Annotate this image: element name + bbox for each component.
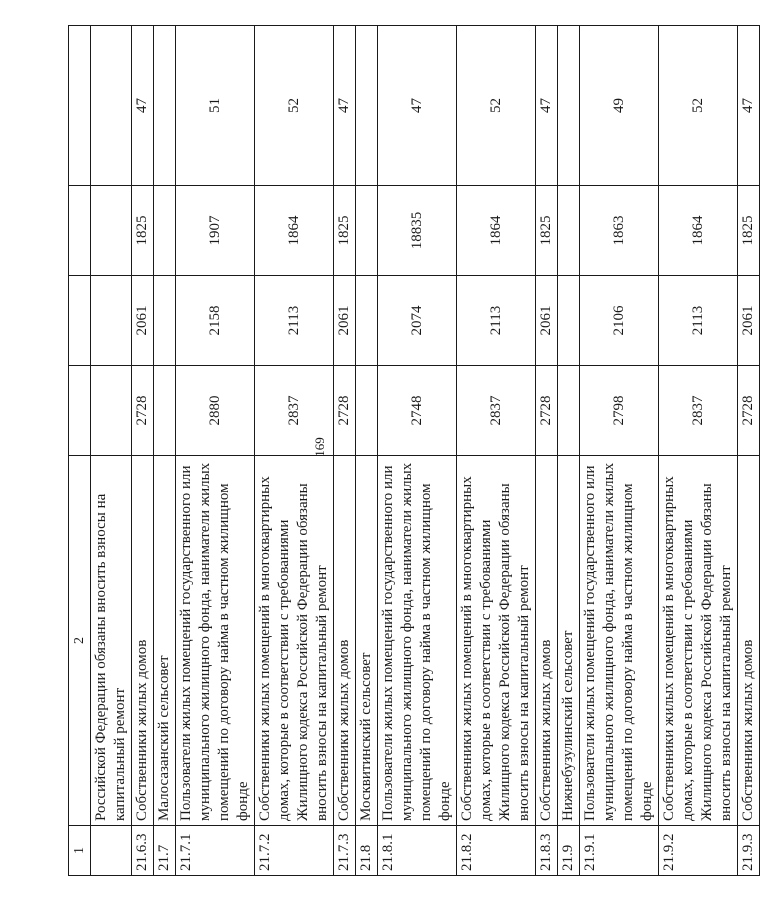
row-category: Пользователи жилых помещений государственного или муниципального жилищного фонда, наниматели жилых помещений по договору найма в частном жилищном фонде	[176, 456, 255, 826]
rotated-table-frame	[68, 26, 756, 876]
row-category: Собственники жилых помещений в многоквартирных домах, которые в соответствии с требованиями Жилищного кодекса Российской Федерации обязаны вносить взносы на капитальный ремонт	[255, 456, 334, 826]
value-cell: 47	[738, 26, 760, 186]
value-cell: 2748	[378, 366, 457, 456]
value-cell	[91, 276, 132, 366]
value-cell: 2113	[255, 276, 334, 366]
value-cell: 2106	[580, 276, 659, 366]
table-row	[176, 26, 255, 876]
value-cell: 47	[334, 26, 356, 186]
value-cell: 2837	[255, 366, 334, 456]
row-category: Собственники жилых домов	[132, 456, 154, 826]
table-row	[154, 26, 176, 876]
value-cell: 18835	[378, 186, 457, 276]
row-code: 21.7.2	[255, 826, 334, 876]
value-cell: 49	[580, 26, 659, 186]
value-cell: 2837	[457, 366, 536, 456]
value-cell: 2728	[536, 366, 558, 456]
row-code	[91, 826, 132, 876]
value-cell: 1864	[457, 186, 536, 276]
value-cell: 47	[378, 26, 457, 186]
row-category: Собственники жилых помещений в многоквартирных домах, которые в соответствии с требованиями Жилищного кодекса Российской Федерации обязаны вносить взносы на капитальный ремонт	[659, 456, 738, 826]
table-row	[457, 26, 536, 876]
value-cell: 51	[176, 26, 255, 186]
column-number: 2	[69, 456, 91, 826]
value-cell	[91, 366, 132, 456]
row-code: 21.7	[154, 826, 176, 876]
table-row	[558, 26, 580, 876]
row-code: 21.8	[356, 826, 378, 876]
value-cell	[356, 26, 378, 186]
value-cell: 47	[132, 26, 154, 186]
value-cell	[558, 366, 580, 456]
column-number	[69, 366, 91, 456]
value-cell: 2158	[176, 276, 255, 366]
value-cell	[91, 26, 132, 186]
row-code: 21.7.1	[176, 826, 255, 876]
table-row	[91, 26, 132, 876]
row-category: Собственники жилых домов	[334, 456, 356, 826]
column-number	[69, 276, 91, 366]
table-row	[738, 26, 760, 876]
table-row	[132, 26, 154, 876]
row-category: Собственники жилых домов	[536, 456, 558, 826]
table-row	[356, 26, 378, 876]
row-category: Собственники жилых помещений в многоквартирных домах, которые в соответствии с требованиями Жилищного кодекса Российской Федерации обязаны вносить взносы на капитальный ремонт	[457, 456, 536, 826]
value-cell: 52	[659, 26, 738, 186]
value-cell: 2880	[176, 366, 255, 456]
column-number: 1	[69, 826, 91, 876]
value-cell	[356, 366, 378, 456]
value-cell	[558, 26, 580, 186]
page-number: 169	[312, 437, 327, 457]
row-category: Собственники жилых домов	[738, 456, 760, 826]
value-cell: 1907	[176, 186, 255, 276]
value-cell: 2061	[334, 276, 356, 366]
column-number	[69, 26, 91, 186]
table-row	[659, 26, 738, 876]
value-cell: 2728	[132, 366, 154, 456]
row-category: Пользователи жилых помещений государственного или муниципального жилищного фонда, наниматели жилых помещений по договору найма в частном жилищном фонде	[580, 456, 659, 826]
table-row	[334, 26, 356, 876]
value-cell	[558, 186, 580, 276]
column-number	[69, 186, 91, 276]
value-cell: 2728	[738, 366, 760, 456]
value-cell: 2728	[334, 366, 356, 456]
value-cell: 52	[255, 26, 334, 186]
value-cell	[154, 276, 176, 366]
value-cell: 1825	[334, 186, 356, 276]
row-category: Пользователи жилых помещений государственного или муниципального жилищного фонда, наниматели жилых помещений по договору найма в частном жилищном фонде	[378, 456, 457, 826]
row-code: 21.8.1	[378, 826, 457, 876]
row-code: 21.9.1	[580, 826, 659, 876]
value-cell: 52	[457, 26, 536, 186]
value-cell: 1825	[536, 186, 558, 276]
row-code: 21.6.3	[132, 826, 154, 876]
row-code: 21.7.3	[334, 826, 356, 876]
tariff-table	[68, 25, 760, 876]
value-cell	[558, 276, 580, 366]
row-category: Малосазанский сельсовет	[154, 456, 176, 826]
value-cell	[91, 186, 132, 276]
row-category: Российской Федерации обязаны вносить взносы на капитальный ремонт	[91, 456, 132, 826]
value-cell: 1863	[580, 186, 659, 276]
value-cell	[154, 26, 176, 186]
value-cell: 1825	[132, 186, 154, 276]
value-cell: 2837	[659, 366, 738, 456]
table-body	[69, 26, 760, 876]
table-row	[580, 26, 659, 876]
value-cell	[356, 186, 378, 276]
value-cell	[154, 366, 176, 456]
value-cell: 1864	[659, 186, 738, 276]
value-cell: 2074	[378, 276, 457, 366]
value-cell	[154, 186, 176, 276]
value-cell: 2061	[132, 276, 154, 366]
value-cell: 2113	[457, 276, 536, 366]
row-code: 21.9	[558, 826, 580, 876]
value-cell: 2061	[536, 276, 558, 366]
value-cell: 1864	[255, 186, 334, 276]
value-cell	[356, 276, 378, 366]
table-header-row	[69, 26, 91, 876]
row-category: Нижнебузулинский сельсовет	[558, 456, 580, 826]
value-cell: 2061	[738, 276, 760, 366]
table-row	[536, 26, 558, 876]
table-row	[255, 26, 334, 876]
value-cell: 2798	[580, 366, 659, 456]
row-code: 21.9.2	[659, 826, 738, 876]
row-code: 21.8.3	[536, 826, 558, 876]
value-cell: 1825	[738, 186, 760, 276]
table-row	[378, 26, 457, 876]
row-code: 21.9.3	[738, 826, 760, 876]
value-cell: 47	[536, 26, 558, 186]
row-code: 21.8.2	[457, 826, 536, 876]
row-category: Москвитинский сельсовет	[356, 456, 378, 826]
value-cell: 2113	[659, 276, 738, 366]
